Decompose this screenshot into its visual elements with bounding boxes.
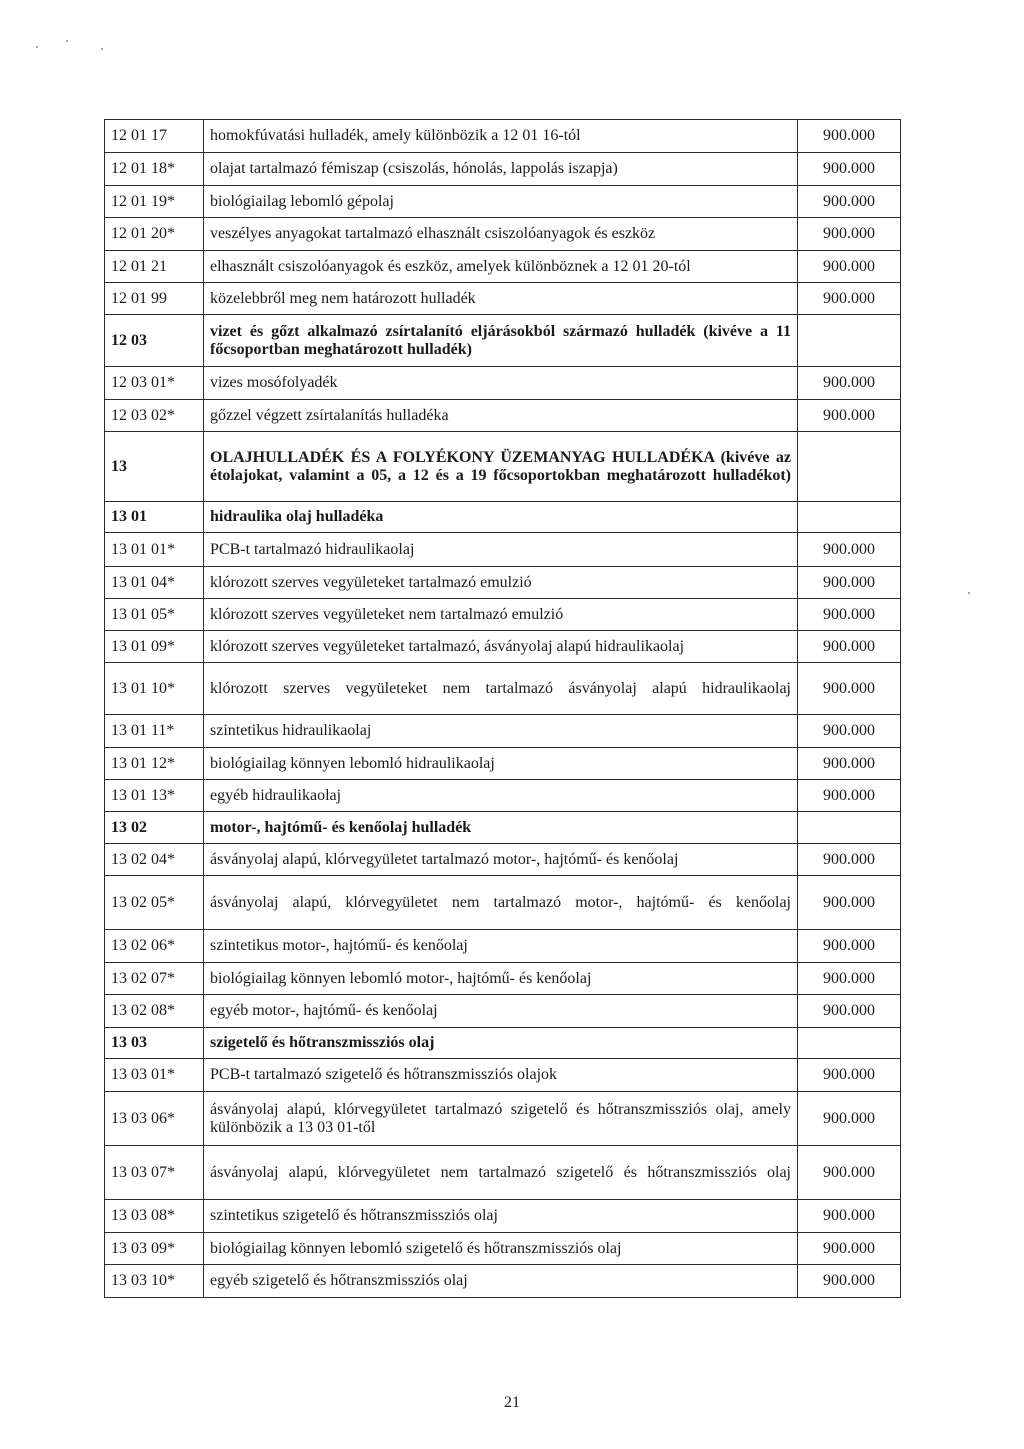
scan-speck (36, 46, 38, 48)
price-cell: 900.000 (798, 120, 901, 153)
waste-description-cell: klórozott szerves vegyületeket tartalmazó, ásványolaj alapú hidraulikaolaj (204, 631, 798, 663)
price-cell: 900.000 (798, 218, 901, 251)
price-cell: 900.000 (798, 1265, 901, 1298)
table-row (105, 120, 901, 153)
table-row (105, 315, 901, 367)
waste-description-cell: szintetikus motor-, hajtómű- és kenőolaj (204, 930, 798, 963)
table-row (105, 400, 901, 432)
table-row (105, 283, 901, 315)
price-cell: 900.000 (798, 631, 901, 663)
waste-description-cell: vizet és gőzt alkalmazó zsírtalanító eljárásokból származó hulladék (kivéve a 11 főcsoportban meghatározott hulladék) (204, 315, 798, 367)
waste-description-cell: ásványolaj alapú, klórvegyületet tartalmazó szigetelő és hőtranszmissziós olaj, amely különbözik a 13 03 01-től (204, 1092, 798, 1146)
waste-description-cell: vizes mosófolyadék (204, 367, 798, 400)
table-row (105, 502, 901, 533)
waste-description-cell: OLAJHULLADÉK ÉS A FOLYÉKONY ÜZEMANYAG HULLADÉKA (kivéve az étolajokat, valamint a 05, a 12 és a 19 főcsoportokban meghatározott hulladékot) (204, 432, 798, 502)
table-row (105, 963, 901, 995)
table-row (105, 663, 901, 715)
table-row (105, 567, 901, 599)
waste-description-cell: olajat tartalmazó fémiszap (csiszolás, hónolás, lappolás iszapja) (204, 153, 798, 186)
price-cell: 900.000 (798, 599, 901, 631)
waste-description-cell: biológiailag könnyen lebomló motor-, hajtómű- és kenőolaj (204, 963, 798, 995)
table-row (105, 432, 901, 502)
waste-description-cell: motor-, hajtómű- és kenőolaj hulladék (204, 812, 798, 844)
scan-speck (66, 40, 68, 42)
waste-code-cell: 13 03 08* (105, 1200, 204, 1233)
waste-code-cell: 13 02 06* (105, 930, 204, 963)
price-cell: 900.000 (798, 663, 901, 715)
waste-code-table (104, 119, 901, 1298)
waste-description-cell: hidraulika olaj hulladéka (204, 502, 798, 533)
waste-description-cell: PCB-t tartalmazó szigetelő és hőtranszmissziós olajok (204, 1059, 798, 1092)
price-cell: 900.000 (798, 400, 901, 432)
table-row (105, 1146, 901, 1200)
table-row (105, 844, 901, 876)
waste-code-cell: 13 01 (105, 502, 204, 533)
waste-code-cell: 12 03 (105, 315, 204, 367)
waste-code-cell: 12 03 02* (105, 400, 204, 432)
waste-code-cell: 13 01 10* (105, 663, 204, 715)
waste-code-cell: 12 03 01* (105, 367, 204, 400)
table-row (105, 812, 901, 844)
waste-code-cell: 13 02 08* (105, 995, 204, 1028)
table-row (105, 153, 901, 186)
table-row (105, 1265, 901, 1298)
table-row (105, 631, 901, 663)
price-cell: 900.000 (798, 1146, 901, 1200)
price-cell (798, 315, 901, 367)
price-cell (798, 432, 901, 502)
waste-code-cell: 13 03 06* (105, 1092, 204, 1146)
price-cell: 900.000 (798, 748, 901, 780)
waste-description-cell: egyéb motor-, hajtómű- és kenőolaj (204, 995, 798, 1028)
waste-description-cell: klórozott szerves vegyületeket nem tartalmazó ásványolaj alapú hidraulikaolaj (204, 663, 798, 715)
price-cell: 900.000 (798, 153, 901, 186)
waste-code-cell: 13 03 10* (105, 1265, 204, 1298)
waste-description-cell: közelebbről meg nem határozott hulladék (204, 283, 798, 315)
table-row (105, 367, 901, 400)
waste-description-cell: klórozott szerves vegyületeket nem tartalmazó emulzió (204, 599, 798, 631)
price-cell: 900.000 (798, 251, 901, 283)
price-cell: 900.000 (798, 1059, 901, 1092)
price-cell (798, 812, 901, 844)
waste-code-cell: 13 01 04* (105, 567, 204, 599)
price-cell: 900.000 (798, 1092, 901, 1146)
waste-code-cell: 13 01 09* (105, 631, 204, 663)
table-row (105, 186, 901, 218)
waste-code-cell: 12 01 99 (105, 283, 204, 315)
waste-code-cell: 13 (105, 432, 204, 502)
waste-description-cell: biológiailag könnyen lebomló hidraulikaolaj (204, 748, 798, 780)
waste-code-cell: 12 01 18* (105, 153, 204, 186)
waste-description-cell: ásványolaj alapú, klórvegyületet tartalmazó motor-, hajtómű- és kenőolaj (204, 844, 798, 876)
waste-description-cell: biológiailag lebomló gépolaj (204, 186, 798, 218)
table-row (105, 780, 901, 812)
price-cell: 900.000 (798, 930, 901, 963)
scan-speck (968, 592, 970, 594)
table-row (105, 533, 901, 567)
table-row (105, 251, 901, 283)
price-cell: 900.000 (798, 567, 901, 599)
price-cell: 900.000 (798, 780, 901, 812)
table-row (105, 599, 901, 631)
waste-description-cell: PCB-t tartalmazó hidraulikaolaj (204, 533, 798, 567)
price-cell (798, 1028, 901, 1059)
waste-description-cell: klórozott szerves vegyületeket tartalmazó emulzió (204, 567, 798, 599)
price-cell: 900.000 (798, 963, 901, 995)
waste-description-cell: szigetelő és hőtranszmissziós olaj (204, 1028, 798, 1059)
price-cell: 900.000 (798, 876, 901, 930)
waste-code-cell: 13 03 (105, 1028, 204, 1059)
price-cell: 900.000 (798, 715, 901, 748)
price-cell: 900.000 (798, 995, 901, 1028)
waste-description-cell: ásványolaj alapú, klórvegyületet nem tartalmazó motor-, hajtómű- és kenőolaj (204, 876, 798, 930)
waste-code-cell: 13 03 07* (105, 1146, 204, 1200)
price-cell (798, 502, 901, 533)
waste-code-cell: 13 02 07* (105, 963, 204, 995)
table-row (105, 995, 901, 1028)
price-cell: 900.000 (798, 844, 901, 876)
waste-code-cell: 13 01 05* (105, 599, 204, 631)
price-cell: 900.000 (798, 186, 901, 218)
table-row (105, 715, 901, 748)
table-row (105, 1233, 901, 1265)
price-cell: 900.000 (798, 367, 901, 400)
waste-code-cell: 13 01 11* (105, 715, 204, 748)
waste-description-cell: biológiailag könnyen lebomló szigetelő és hőtranszmissziós olaj (204, 1233, 798, 1265)
scan-speck (101, 48, 103, 50)
waste-description-cell: veszélyes anyagokat tartalmazó elhasznált csiszolóanyagok és eszköz (204, 218, 798, 251)
price-cell: 900.000 (798, 1233, 901, 1265)
waste-code-cell: 13 02 (105, 812, 204, 844)
waste-description-cell: szintetikus hidraulikaolaj (204, 715, 798, 748)
price-cell: 900.000 (798, 533, 901, 567)
waste-description-cell: gőzzel végzett zsírtalanítás hulladéka (204, 400, 798, 432)
waste-description-cell: egyéb szigetelő és hőtranszmissziós olaj (204, 1265, 798, 1298)
table-row (105, 1200, 901, 1233)
page-number: 21 (504, 1394, 520, 1411)
waste-code-cell: 13 03 01* (105, 1059, 204, 1092)
table-row (105, 876, 901, 930)
waste-description-cell: egyéb hidraulikaolaj (204, 780, 798, 812)
waste-code-cell: 13 03 09* (105, 1233, 204, 1265)
waste-code-cell: 13 01 01* (105, 533, 204, 567)
waste-code-cell: 12 01 20* (105, 218, 204, 251)
waste-description-cell: szintetikus szigetelő és hőtranszmissziós olaj (204, 1200, 798, 1233)
waste-description-cell: elhasznált csiszolóanyagok és eszköz, amelyek különböznek a 12 01 20-tól (204, 251, 798, 283)
waste-code-cell: 12 01 21 (105, 251, 204, 283)
table-row (105, 930, 901, 963)
table-row (105, 1059, 901, 1092)
waste-code-cell: 13 02 05* (105, 876, 204, 930)
waste-code-cell: 12 01 19* (105, 186, 204, 218)
waste-code-cell: 13 01 12* (105, 748, 204, 780)
waste-description-cell: ásványolaj alapú, klórvegyületet nem tartalmazó szigetelő és hőtranszmissziós olaj (204, 1146, 798, 1200)
waste-code-cell: 12 01 17 (105, 120, 204, 153)
waste-code-cell: 13 01 13* (105, 780, 204, 812)
table-row (105, 218, 901, 251)
waste-description-cell: homokfúvatási hulladék, amely különbözik a 12 01 16-tól (204, 120, 798, 153)
table-row (105, 1028, 901, 1059)
waste-code-cell: 13 02 04* (105, 844, 204, 876)
price-cell: 900.000 (798, 283, 901, 315)
table-row (105, 1092, 901, 1146)
price-cell: 900.000 (798, 1200, 901, 1233)
table-row (105, 748, 901, 780)
waste-table-body (105, 120, 901, 1298)
